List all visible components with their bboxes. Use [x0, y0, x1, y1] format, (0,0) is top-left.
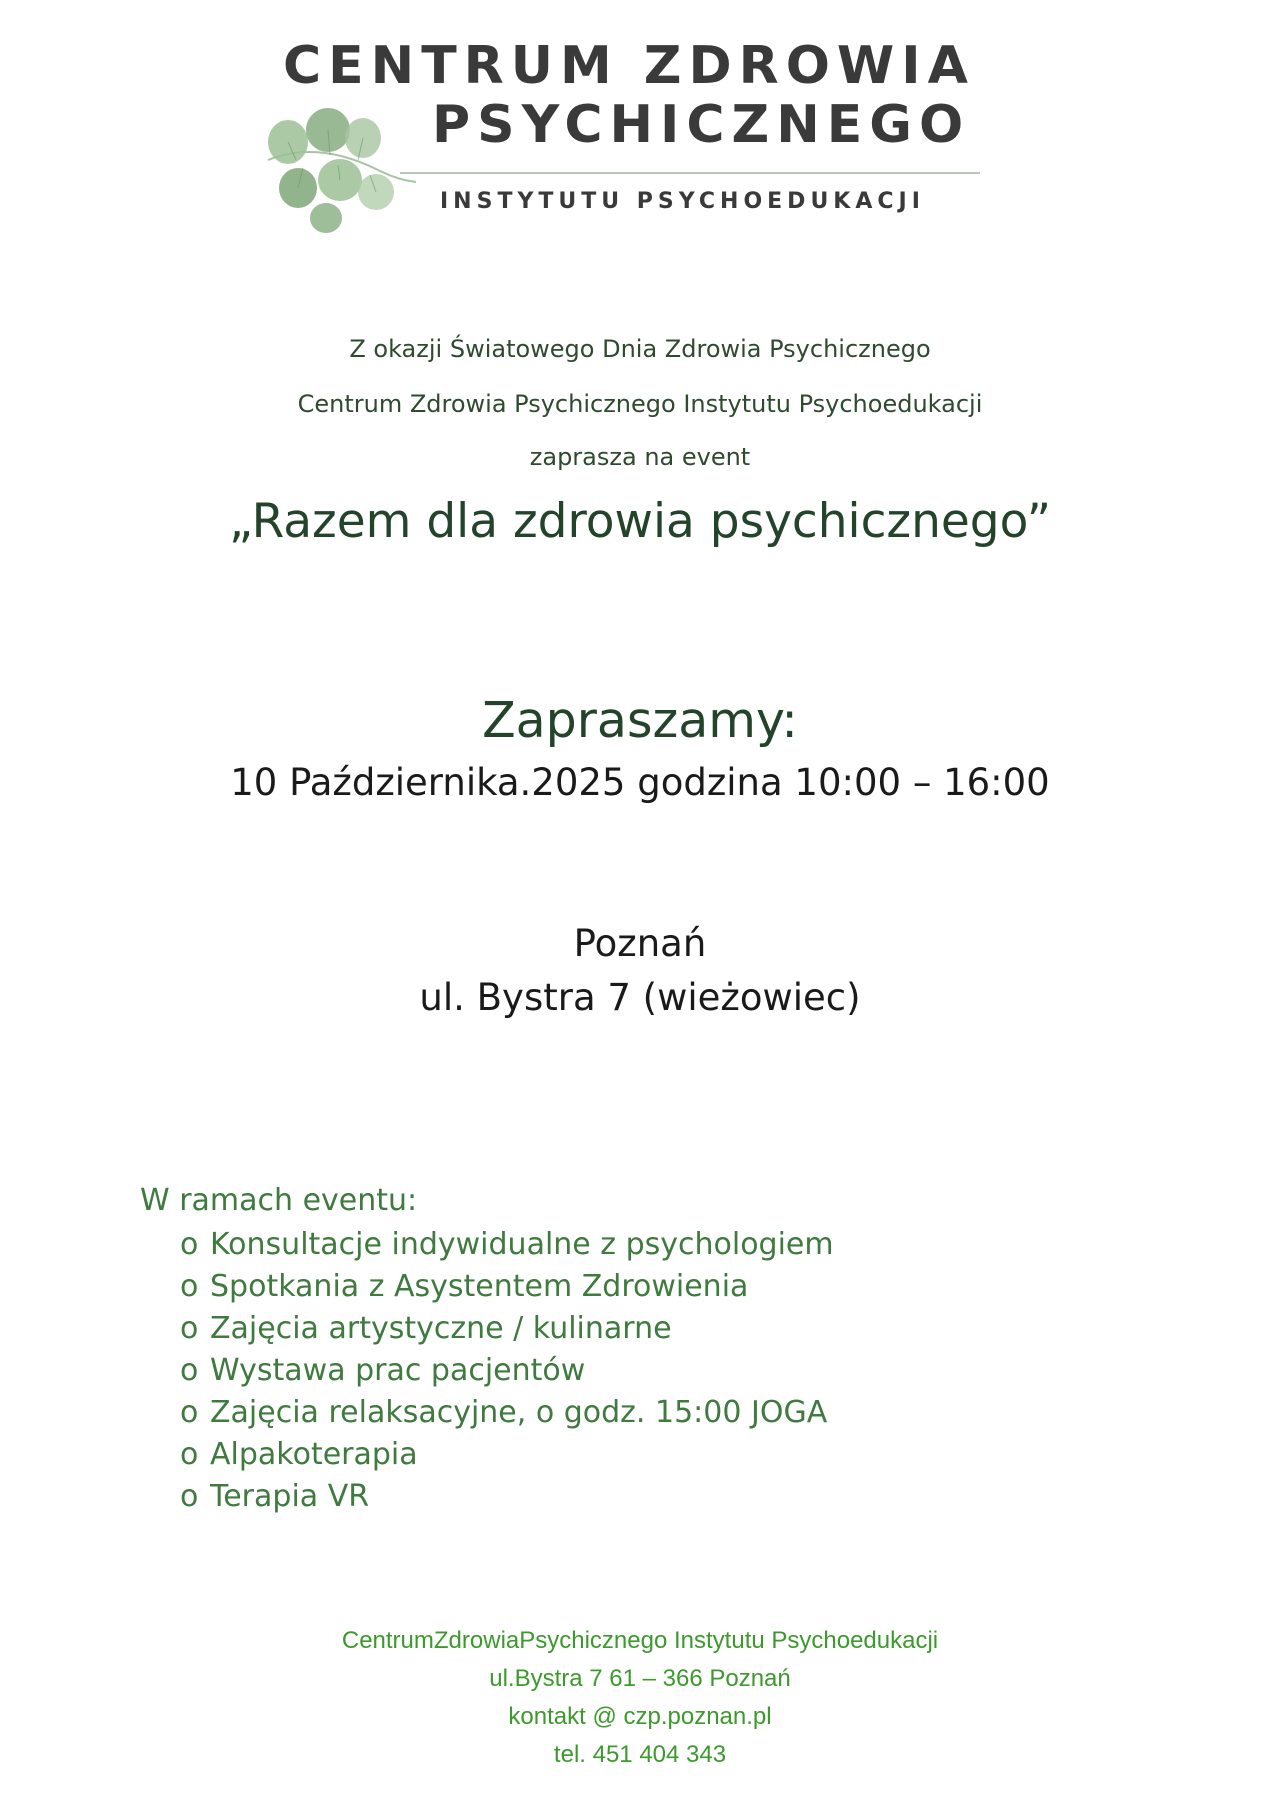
- program-item: [180, 1266, 834, 1308]
- program-item: [180, 1350, 834, 1392]
- program-item-label: Spotkania z Asystentem Zdrowienia: [210, 1269, 749, 1304]
- program-item-label: Zajęcia artystyczne / kulinarne: [210, 1311, 672, 1346]
- bullet-icon: o: [180, 1227, 199, 1262]
- program-title: W ramach eventu:: [140, 1183, 418, 1218]
- footer-contact-email: kontakt @ czp.poznan.pl: [508, 1703, 772, 1730]
- event-city: Poznań: [573, 922, 707, 965]
- logo-divider: [400, 172, 980, 174]
- eucalyptus-leaves-icon: [258, 100, 418, 235]
- intro-organizer: Centrum Zdrowia Psychicznego Instytutu Psychoedukacji: [297, 390, 983, 418]
- logo-title-line1: CENTRUM ZDROWIA: [283, 36, 975, 96]
- bullet-icon: o: [180, 1269, 199, 1304]
- bullet-icon: o: [180, 1311, 199, 1346]
- bullet-icon: o: [180, 1395, 199, 1430]
- program-item: [180, 1308, 834, 1350]
- bullet-icon: o: [180, 1479, 199, 1514]
- footer-organization: CentrumZdrowiaPsychicznego Instytutu Psychoedukacji: [341, 1627, 939, 1654]
- event-date-time: 10 Października.2025 godzina 10:00 – 16:00: [230, 761, 1050, 804]
- intro-invitation: zaprasza na event: [529, 443, 751, 471]
- event-address: ul. Bystra 7 (wieżowiec): [419, 976, 861, 1019]
- invite-heading: Zapraszamy:: [482, 692, 798, 749]
- program-item-label: Zajęcia relaksacyjne, o godz. 15:00 JOGA: [210, 1395, 828, 1430]
- footer-address: ul.Bystra 7 61 – 366 Poznań: [489, 1665, 791, 1692]
- program-item: [180, 1224, 834, 1266]
- program-item: [180, 1476, 834, 1518]
- bullet-icon: o: [180, 1353, 199, 1388]
- program-item: [180, 1392, 834, 1434]
- program-item-label: Konsultacje indywidualne z psychologiem: [210, 1227, 834, 1262]
- program-list: [180, 1224, 834, 1518]
- program-item-label: Alpakoterapia: [210, 1437, 418, 1472]
- intro-occasion: Z okazji Światowego Dnia Zdrowia Psychicznego: [349, 335, 931, 363]
- event-name: „Razem dla zdrowia psychicznego”: [228, 494, 1052, 549]
- logo-subtitle: INSTYTUTU PSYCHOEDUKACJI: [440, 189, 925, 214]
- bullet-icon: o: [180, 1437, 199, 1472]
- program-item-label: Terapia VR: [210, 1479, 370, 1514]
- program-item-label: Wystawa prac pacjentów: [210, 1353, 586, 1388]
- footer-phone: tel. 451 404 343: [553, 1741, 727, 1768]
- logo-title-line2: PSYCHICZNEGO: [432, 95, 971, 155]
- program-item: [180, 1434, 834, 1476]
